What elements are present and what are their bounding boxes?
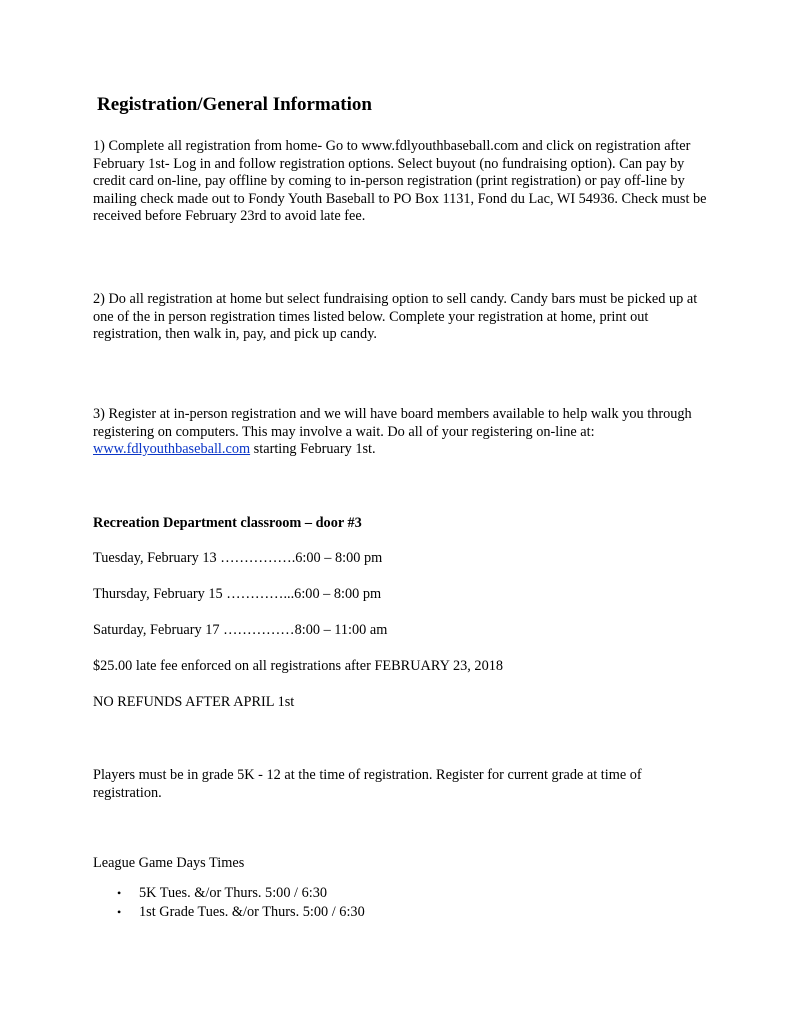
page-title: Registration/General Information	[97, 94, 372, 115]
session-tuesday: Tuesday, February 13 …………….6:00 – 8:00 pm	[93, 550, 383, 566]
session-saturday: Saturday, February 17 ……………8:00 – 11:00 am	[93, 622, 388, 638]
bullet-icon: •	[117, 886, 122, 900]
list-item	[117, 884, 365, 903]
session-thursday: Thursday, February 15 …………...6:00 – 8:00 pm	[93, 586, 382, 602]
game-days-heading: League Game Days Times	[93, 855, 245, 871]
game-day-text: 1st Grade Tues. &/or Thurs. 5:00 / 6:30	[139, 903, 365, 920]
location-heading: Recreation Department classroom – door #3	[93, 515, 362, 531]
option-3-text: 3) Register at in-person registration and we will have board members available to help walk you through registering on computers. This may involve a wait. Do all of your registering on-line at:	[93, 406, 692, 440]
no-refunds-notice: NO REFUNDS AFTER APRIL 1st	[93, 694, 295, 710]
bullet-icon: •	[117, 904, 122, 919]
option-1-paragraph: 1) Complete all registration from home- Go to www.fdlyouthbaseball.com and click on registration after February 1st- Log in and follow registration options. Select buyout (no fundraising option). Can pay by credit card on-line, pay offline by coming to in-person registration (print registration) or pay off-line by mailing check made out to Fondy Youth Baseball to PO Box 1131, Fond du Lac, WI 54936. Check must be received before February 23rd to avoid late fee.	[93, 138, 707, 224]
game-days-list	[117, 884, 365, 921]
option-2-paragraph: 2) Do all registration at home but select fundraising option to sell candy. Candy bars must be picked up at one of the in person registration times listed below. Complete your registration at home, print out registration, then walk in, pay, and pick up candy.	[93, 291, 698, 342]
late-fee-notice: $25.00 late fee enforced on all registrations after FEBRUARY 23, 2018	[93, 658, 504, 674]
option-3-text-after-link: starting February 1st.	[250, 441, 376, 457]
list-item	[117, 903, 365, 922]
grade-note: Players must be in grade 5K - 12 at the time of registration. Register for current grade at time of registration.	[93, 767, 642, 801]
website-link[interactable]: www.fdlyouthbaseball.com	[93, 441, 251, 457]
option-3-paragraph	[93, 406, 713, 459]
game-day-text: 5K Tues. &/or Thurs. 5:00 / 6:30	[139, 885, 328, 901]
